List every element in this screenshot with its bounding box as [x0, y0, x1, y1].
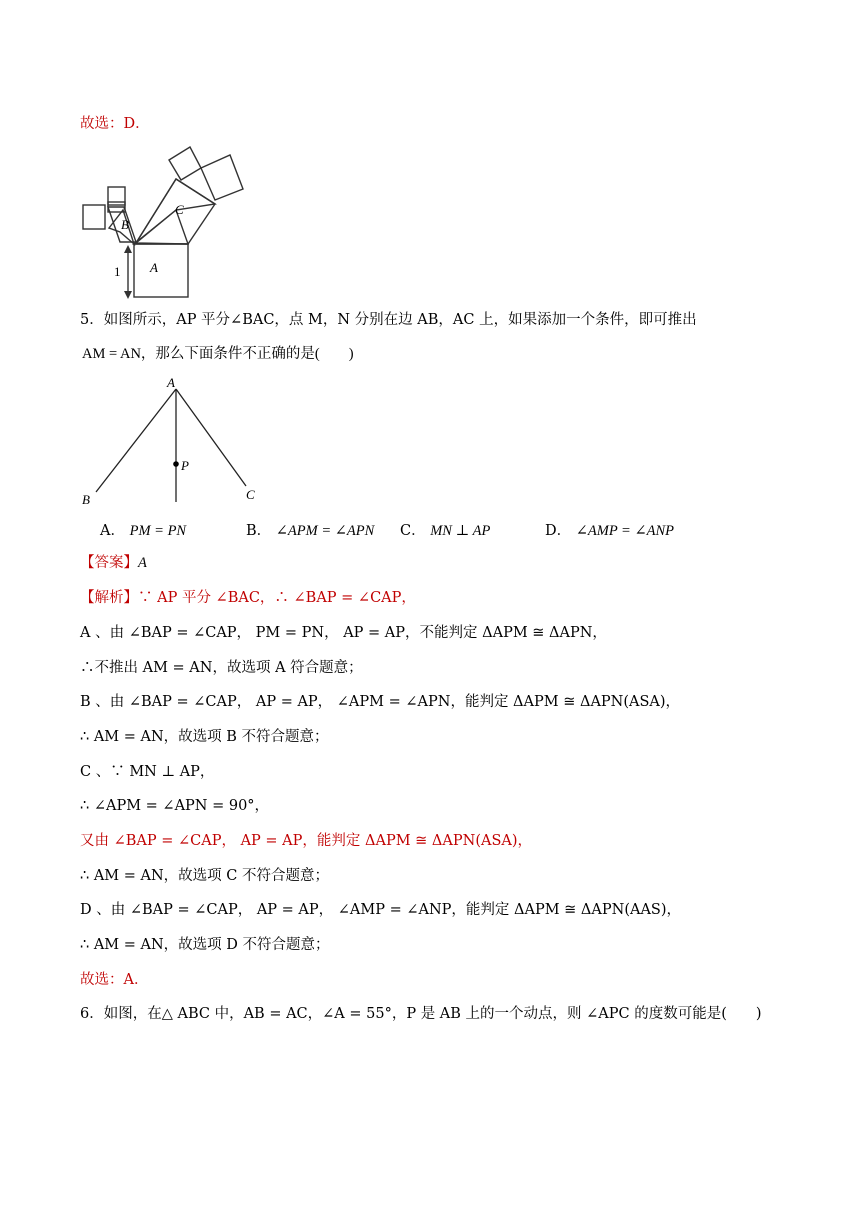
analysis-line: C 、∵ MN ⊥ AP，: [80, 764, 215, 780]
q5-analysis-first: [80, 588, 416, 608]
analysis-line: ∴ ∠APM = ∠APN = 90°，: [80, 798, 270, 814]
q5-final-answer: 故选：A．: [80, 972, 149, 988]
q5-option-a-text: PM = PN: [129, 523, 187, 539]
analysis-line: ∴ AM = AN，故选项 C 不符合题意；: [80, 868, 329, 884]
prev-answer: 故选：D．: [80, 116, 150, 132]
q5-stem-line1: 5．如图所示，AP 平分∠BAC，点 M，N 分别在边 AB，AC 上，如果添加一个条件，即可推出: [80, 312, 697, 328]
fig4-label-one: 1: [114, 264, 121, 279]
q5-option-a: [100, 519, 186, 540]
q5-option-c-text: MN ⊥ AP: [430, 523, 491, 539]
analysis-line: B 、由 ∠BAP = ∠CAP， AP = AP， ∠APM = ∠APN，能判定 ΔAPM ≅ ΔAPN(ASA)，: [80, 694, 681, 710]
analysis-line: ∴ AM = AN，故选项 D 不符合题意；: [80, 937, 330, 953]
answer-tag: 【答案】: [80, 555, 138, 571]
q5-option-b-text: ∠APM = ∠APN: [275, 523, 375, 539]
q5-stem-line2: AM = AN，那么下面条件不正确的是( ): [82, 346, 354, 362]
q5-option-d: [545, 519, 674, 540]
fig5-label-A: A: [167, 375, 175, 390]
analysis-first-text: ∵ AP 平分 ∠BAC，∴ ∠BAP = ∠CAP，: [138, 590, 416, 606]
pythagoras-squares-figure: [78, 142, 258, 302]
angle-bisector-figure: [78, 374, 268, 510]
fig5-label-B: B: [82, 492, 90, 507]
analysis-line: 又由 ∠BAP = ∠CAP， AP = AP，能判定 ΔAPM ≅ ΔAPN(ASA)，: [80, 833, 533, 849]
q5-option-b-label: B．: [246, 523, 272, 539]
fig4-label-B: B: [121, 217, 129, 232]
analysis-line: ∴不推出 AM = AN，故选项 A 符合题意；: [80, 660, 363, 676]
q5-option-c: [400, 519, 490, 540]
answer-value: A: [138, 555, 147, 571]
analysis-tag: 【解析】: [80, 590, 138, 606]
analysis-line: A 、由 ∠BAP = ∠CAP， PM = PN， AP = AP，不能判定 ΔAPM ≅ ΔAPN，: [80, 625, 607, 641]
q5-option-c-label: C．: [400, 523, 426, 539]
q5-option-a-label: A．: [100, 523, 125, 539]
fig4-label-A: A: [150, 260, 158, 275]
fig5-label-P: P: [181, 458, 189, 473]
analysis-line: ∴ AM = AN，故选项 B 不符合题意；: [80, 729, 329, 745]
q6-stem: 6．如图，在△ ABC 中，AB = AC，∠A = 55°，P 是 AB 上的一个动点，则 ∠APC 的度数可能是( ): [80, 1006, 762, 1022]
fig4-label-C: C: [175, 202, 184, 217]
q5-answer: [80, 553, 147, 573]
analysis-line: D 、由 ∠BAP = ∠CAP， AP = AP， ∠AMP = ∠ANP，能判定 ΔAPM ≅ ΔAPN(AAS)，: [80, 902, 682, 918]
fig5-label-C: C: [246, 487, 255, 502]
q5-option-b: [246, 519, 374, 540]
q5-option-d-label: D．: [545, 523, 572, 539]
q5-option-d-text: ∠AMP = ∠ANP: [575, 523, 675, 539]
